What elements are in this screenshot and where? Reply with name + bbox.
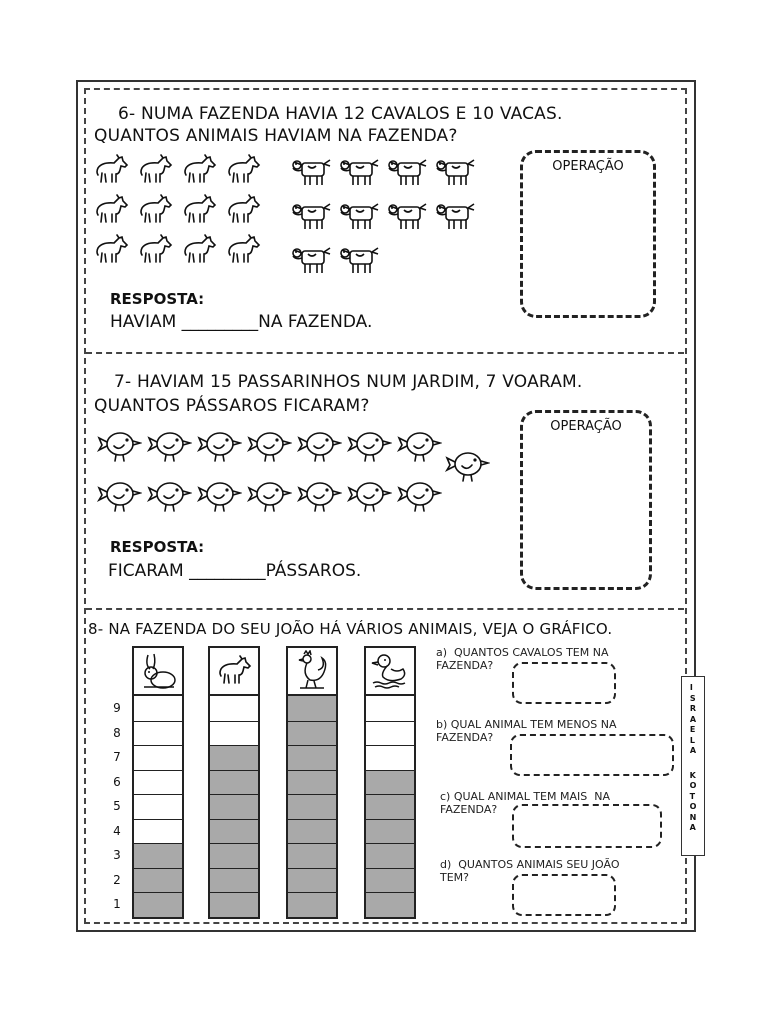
chart-bar-cell-filled — [134, 843, 182, 868]
author-letter: E — [689, 725, 696, 734]
chart-column-horse — [208, 646, 260, 919]
horse-icon — [92, 154, 130, 190]
cow-icon — [386, 198, 430, 236]
y-tick-label: 5 — [113, 799, 121, 813]
horse-icon — [210, 648, 258, 696]
bird-icon — [444, 444, 490, 488]
horse-icon — [92, 234, 130, 270]
chart-bar-cell-empty — [366, 745, 414, 770]
horse-icon — [136, 154, 174, 190]
y-tick-label: 4 — [113, 823, 121, 838]
author-letter: L — [689, 735, 695, 745]
y-tick-label: 2 — [113, 872, 121, 887]
q7-operation-label: OPERAÇÃO — [550, 419, 622, 434]
chart-bar-cell-filled — [134, 868, 182, 893]
bird-icon — [396, 474, 442, 518]
horse-icon — [136, 234, 174, 270]
y-tick-label: 1 — [113, 897, 121, 911]
section-divider — [86, 608, 684, 610]
chart-bar-cell-filled — [288, 770, 336, 795]
bird-icon — [296, 424, 342, 468]
bird-icon — [396, 424, 442, 468]
q8-title: 8- NA FAZENDA DO SEU JOÃO HÁ VÁRIOS ANIMAIS, VEJA O GRÁFICO. — [88, 620, 613, 638]
q8-answer-box-a[interactable] — [512, 662, 616, 704]
q7-operation-box[interactable] — [520, 410, 652, 590]
cow-icon — [338, 242, 382, 280]
y-tick-label: 6 — [113, 774, 121, 789]
y-tick-label: 7 — [113, 750, 121, 764]
author-letter: I — [689, 683, 693, 692]
author-letter: T — [689, 791, 696, 801]
q8-question-d: d) QUANTOS ANIMAIS SEU JOÃO TEM? — [440, 858, 620, 884]
bird-icon — [346, 424, 392, 468]
chart-bar-cell-filled — [210, 819, 258, 844]
author-letter: S — [689, 693, 696, 703]
cow-icon — [434, 198, 478, 236]
author-tag — [681, 676, 705, 856]
bird-icon — [196, 474, 242, 518]
rooster-icon — [288, 648, 336, 696]
chart-bar-cell-filled — [288, 843, 336, 868]
author-last-name — [690, 771, 697, 834]
author-letter: A — [689, 714, 697, 724]
chart-bar-cell-filled — [366, 770, 414, 795]
q6-operation-label: OPERAÇÃO — [552, 159, 624, 174]
chart-bar-cell-empty — [134, 770, 182, 795]
q7-title-line2: QUANTOS PÁSSAROS FICARAM? — [94, 396, 370, 416]
q6-answer-line[interactable]: HAVIAM _________NA FAZENDA. — [110, 312, 373, 332]
bird-icon — [96, 474, 142, 518]
chart-bar-cell-filled — [366, 868, 414, 893]
q8-question-a: a) QUANTOS CAVALOS TEM NA FAZENDA? — [436, 646, 609, 672]
horse-icon — [180, 194, 218, 230]
q6-answer-label: RESPOSTA: — [110, 290, 205, 308]
q7-answer-label: RESPOSTA: — [110, 538, 205, 556]
chart-bar-cell-filled — [210, 843, 258, 868]
q6-title-line1: 6- NUMA FAZENDA HAVIA 12 CAVALOS E 10 VACAS. — [118, 104, 563, 124]
chart-bar-cell-empty — [366, 721, 414, 746]
chart-bar-cell-empty — [210, 721, 258, 746]
chart-bar-cell-filled — [288, 721, 336, 746]
cow-icon — [290, 198, 334, 236]
y-tick-label: 9 — [113, 701, 121, 715]
horse-icon — [224, 234, 262, 270]
q7-title-line1: 7- HAVIAM 15 PASSARINHOS NUM JARDIM, 7 VOARAM. — [114, 372, 583, 392]
chart-bar-cell-empty — [366, 696, 414, 721]
bird-icon — [246, 424, 292, 468]
chart-bar-cell-filled — [288, 745, 336, 770]
q6-title-line2: QUANTOS ANIMAIS HAVIAM NA FAZENDA? — [94, 126, 458, 146]
chart-bar-cell-empty — [134, 745, 182, 770]
author-letter: O — [689, 781, 697, 790]
cow-icon — [338, 154, 382, 192]
chart-bar-cell-filled — [366, 794, 414, 819]
cow-icon — [290, 154, 334, 192]
horse-group — [92, 154, 262, 270]
horse-icon — [180, 234, 218, 270]
cow-icon — [434, 154, 478, 192]
horse-icon — [180, 154, 218, 190]
section-divider — [86, 352, 684, 354]
chart-bar-cell-filled — [366, 819, 414, 844]
y-tick-label: 8 — [113, 725, 121, 740]
horse-icon — [92, 194, 130, 230]
q8-answer-box-b[interactable] — [510, 734, 674, 776]
bird-icon — [146, 474, 192, 518]
author-letter: K — [689, 770, 696, 780]
chart-bar-cell-filled — [366, 892, 414, 917]
author-letter: O — [689, 802, 697, 811]
duck-icon — [366, 648, 414, 696]
q8-question-b: b) QUAL ANIMAL TEM MENOS NA FAZENDA? — [436, 718, 617, 744]
chart-bar-cell-filled — [210, 745, 258, 770]
chart-bar-cell-filled — [366, 843, 414, 868]
author-letter: A — [689, 746, 697, 755]
chart-bar-cell-filled — [134, 892, 182, 917]
chart-bar-cell-filled — [288, 892, 336, 917]
author-letter: N — [689, 812, 697, 822]
chart-column-rooster — [286, 646, 338, 919]
y-tick-label: 3 — [113, 848, 121, 862]
chart-bar-cell-empty — [134, 721, 182, 746]
chart-bar-cell-filled — [288, 868, 336, 893]
cow-icon — [290, 242, 334, 280]
chart-bar-cell-filled — [210, 868, 258, 893]
chart-bar-cell-empty — [210, 696, 258, 721]
chart-bar-cell-filled — [288, 696, 336, 721]
q8-answer-box-c[interactable] — [512, 804, 662, 848]
bird-icon — [96, 424, 142, 468]
horse-icon — [224, 194, 262, 230]
chart-bar-cell-filled — [210, 770, 258, 795]
chart-bar-cell-empty — [134, 696, 182, 721]
bird-icon — [146, 424, 192, 468]
bird-icon — [246, 474, 292, 518]
bird-icon — [296, 474, 342, 518]
rabbit-icon — [134, 648, 182, 696]
chart-bar-cell-empty — [134, 794, 182, 819]
author-letter: A — [689, 823, 696, 832]
q6-operation-box[interactable] — [520, 150, 656, 318]
q8-question-c: c) QUAL ANIMAL TEM MAIS NA FAZENDA? — [440, 790, 610, 816]
author-first-name — [690, 683, 696, 757]
author-letter: R — [689, 704, 697, 713]
bird-icon — [196, 424, 242, 468]
q7-answer-line[interactable]: FICARAM _________PÁSSAROS. — [108, 561, 362, 581]
bird-icon — [346, 474, 392, 518]
chart-bar-cell-filled — [210, 892, 258, 917]
cow-group — [290, 154, 490, 280]
bird-group — [96, 424, 448, 518]
chart-column-rabbit — [132, 646, 184, 919]
q8-answer-box-d[interactable] — [512, 874, 616, 916]
horse-icon — [136, 194, 174, 230]
horse-icon — [224, 154, 262, 190]
cow-icon — [338, 198, 382, 236]
chart-bar-cell-filled — [288, 794, 336, 819]
chart-bar-cell-empty — [134, 819, 182, 844]
chart-bar-cell-filled — [210, 794, 258, 819]
chart-column-duck — [364, 646, 416, 919]
chart-bar-cell-filled — [288, 819, 336, 844]
cow-icon — [386, 154, 430, 192]
